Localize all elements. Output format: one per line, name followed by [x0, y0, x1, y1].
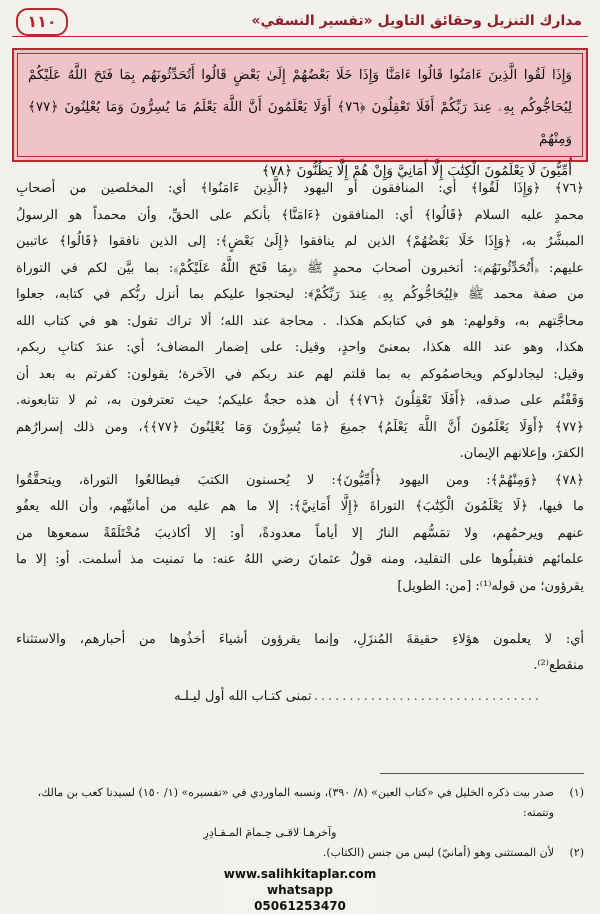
footnote-2 — [16, 843, 584, 863]
commentary-line: ما فيها، ﴿لَا يَعْلَمُونَ الْكِتَٰبَ﴾ التوراةَ ﴿إِلَّا أَمَانِيَّ﴾: إلا ما هم عليه من أمانيِّهم، وأن الله يعفُو — [16, 499, 584, 514]
commentary-line: ﴿٧٧﴾ ﴿أَوَلَا يَعْلَمُونَ أَنَّ اللَّهَ يَعْلَمُ﴾ جميعَ ﴿مَا يُسِرُّونَ وَمَا يُعْلِنُونَ ﴿٧٧﴾﴾، ومن ذلك إسرارُهم — [16, 419, 584, 435]
commentary-line: علمائهم فتقبلُوها على التقليد، ومنه قولُ عثمانَ رضي اللهُ عنه: ما تمنيت مذ أسلمت. أو: إلا ما — [16, 552, 584, 567]
commentary-line: محمدٍ عليه السلام ﴿قَالُوا﴾ أي: المنافقون ﴿ءَامَنَّا﴾ بأنكم على الحقِّ، وأن محمداً هو الرسولُ — [16, 207, 584, 223]
footnote-separator — [380, 773, 584, 774]
footnote-1 — [16, 783, 584, 823]
footnote-text: صدر بيت ذكره الخليل في «كتاب العين» (٨/ ٣٩٠)، ونسبه الماوردي في «تفسيره» (١/ ١٥٠) لسيدنا كعب بن مالك، وتتمته: — [37, 786, 554, 819]
poem-verse — [122, 689, 542, 704]
poem-hemistich-2: ................................... — [292, 689, 542, 704]
watermark — [220, 866, 380, 914]
commentary-line: منقطع⁽²⁾. — [533, 658, 584, 673]
commentary-text — [16, 176, 584, 680]
quran-verses-box — [12, 48, 588, 179]
quran-line: أُمِّيُّونَ لَا يَعْلَمُونَ الْكِتَٰبَ إِلَّا أَمَانِيَّ وَإِنْ هُمْ إِلَّا يَظُنُّونَ ﴿٧٨﴾ — [261, 163, 572, 179]
running-title: مدارك التنزيل وحقائق التاويل «تفسير النسفي» — [251, 13, 582, 29]
commentary-line: عليهم: ﴿أَتُحَدِّثُونَهُم﴾: أتخبرون أصحابَ محمدٍ ﷺ ﴿بِمَا فَتَحَ اللَّهُ عَلَيْكُمْ﴾: بما بيَّن لكم في التوراة — [16, 260, 584, 276]
watermark-phone: whatsapp 05061253470 — [254, 883, 346, 913]
footnote-number: (١) — [569, 786, 584, 799]
commentary-line: محاجَّتهم به، وقولهم: هو في كتابكم هكذا. . محاجة عند الله؛ ألا تراك تقول: هو في كتاب الله — [16, 313, 584, 329]
poem-hemistich-1: تمنى كتـاب الله أول ليـلـه — [174, 689, 312, 704]
commentary-line: ﴿٧٨﴾ ﴿وَمِنْهُمْ﴾: ومن اليهود ﴿أُمِّيُّونَ﴾: لا يُحسنون الكتبَ فيطالعُوا التوراة، ويتحقَّقُوا — [16, 472, 584, 488]
commentary-line: من صفة محمد ﷺ ﴿لِيُحَاجُّوكُم بِهِۦ عِندَ رَبِّكُمْ﴾: ليحتجوا عليكم بما أنزل ربُّكم في كتابه، جعلوا — [16, 287, 584, 302]
quran-line: وَإِذَا لَقُوا الَّذِينَ ءَامَنُوا قَالُوا ءَامَنَّا وَإِذَا خَلَا بَعْضُهُمْ إِلَىٰ بَعْضٍ قَالُوا أَتُحَدِّثُونَهُم بِمَا فَتَحَ اللَّهُ عَلَيْكُمْ — [28, 67, 572, 83]
poem-spacer — [16, 600, 584, 627]
footnote-text: لأن المستثنى وهو (أمانيّ) ليس من جنس (الكتاب). — [322, 846, 554, 859]
commentary-line: أي: لا يعلمون هؤلاءِ حقيقةَ المُنزَلِ، وإنما يقرؤون أشياءَ أخذُوها من أحبارهم، والاستثناء — [16, 631, 584, 647]
commentary-line: وقيل: ليجادلوكم ويخاصمُوكم به بما قلتم لهم عند ربكم في الآخرة؛ يقولون: كفرتم به بعد أن — [16, 366, 584, 382]
commentary-line: وَقَفْتُم على صدقه، ﴿أَفَلَا تَعْقِلُونَ ﴿٧٦﴾﴾ أن هذه حجةٌ عليكم؛ حيث تعترفون به، ثم لا تتابعونه. — [16, 393, 584, 408]
commentary-line: ﴿٧٦﴾ ﴿وَإِذَا لَقُوا﴾ أي: المنافقون أو اليهود ﴿الَّذِينَ ءَامَنُوا﴾ أي: المخلصين من أصحابِ — [16, 181, 584, 196]
commentary-line: هكذا، وهو عند الله هكذا، بمعنىً واحدٍ، وقيل: على إضمار المضاف؛ أي: عندَ كتابِ ربكم، — [16, 340, 584, 355]
footnote-number: (٢) — [569, 846, 584, 859]
page-number: ١١٠ — [16, 8, 68, 36]
commentary-line: المبشَّرُ به، ﴿وَإِذَا خَلَا بَعْضُهُمْ﴾ الذين لم ينافقوا ﴿إِلَىٰ بَعْضٍ﴾: إلى الذين نافقوا ﴿قَالُوا﴾ عاتبين — [16, 234, 584, 249]
page-header — [12, 6, 588, 37]
quran-line: لِيُحَاجُّوكُم بِهِۦ عِندَ رَبِّكُمْ أَفَلَا تَعْقِلُونَ ﴿٧٦﴾ أَوَلَا يَعْلَمُونَ أَنَّ اللَّهَ يَعْلَمُ مَا يُسِرُّونَ وَمَا يُعْلِنُونَ ﴿٧٧﴾ وَمِنْهُمْ — [28, 99, 573, 147]
commentary-line: عنهم ويرحمُهم، ولا تمَسُّهم النارُ إلا أياماً معدودةً، أو: إلا أكاذيبَ مُخْتَلَقَةً سمعوها من — [16, 525, 584, 541]
watermark-site: www.salihkitaplar.com — [223, 867, 377, 881]
commentary-line: يقرؤون؛ من قوله⁽¹⁾: [من: الطويل] — [397, 578, 584, 594]
footnotes — [16, 783, 584, 863]
footnote-verse: وآخرهـا لاقـى حِـمامَ المـقـادِرِ — [203, 826, 337, 839]
commentary-line: الكفرَ، وإعلانهم الإيمان. — [459, 446, 584, 461]
